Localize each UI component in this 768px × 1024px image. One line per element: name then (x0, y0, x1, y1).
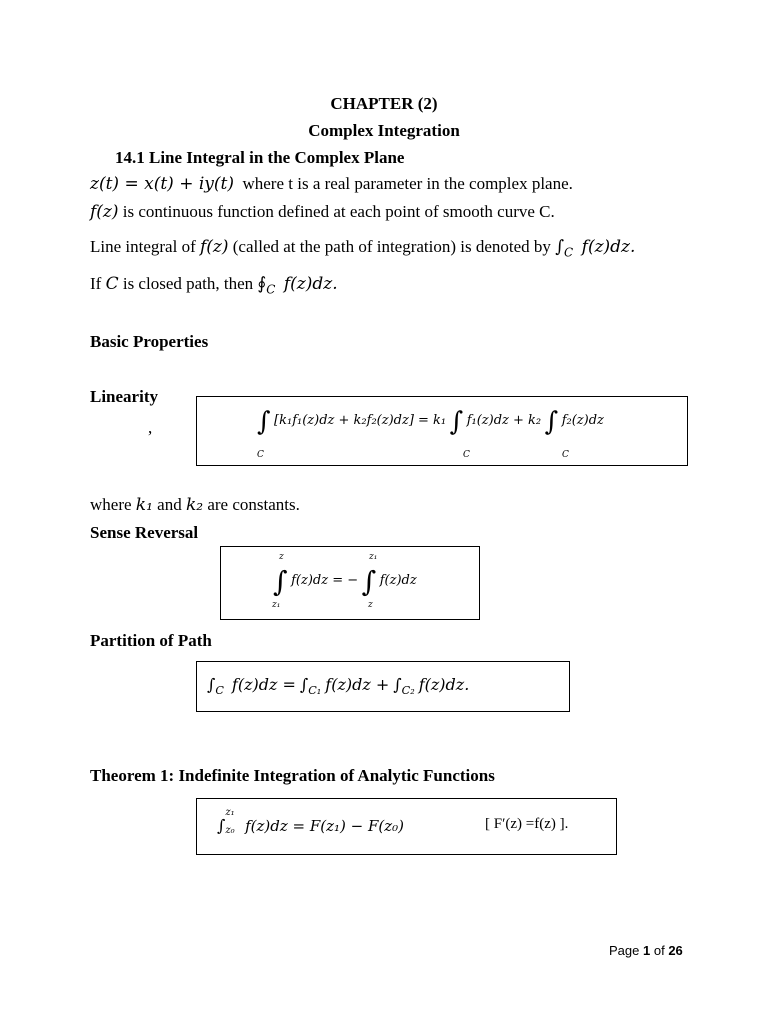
integral-symbol: ∫ (217, 816, 226, 835)
parametric-description: where t is a real parameter in the complex plane. (242, 174, 573, 193)
lower-limit: C (463, 450, 470, 460)
partition-formula (207, 675, 469, 697)
lower-limit: z₀ (225, 825, 235, 836)
lower-limit: C (257, 450, 264, 460)
sense-lhs: f(z)dz = − (291, 573, 359, 588)
closed-text: is closed path, then (122, 274, 254, 293)
section-heading: 14.1 Line Integral in the Complex Plane (115, 148, 405, 167)
parametric-line (90, 174, 573, 194)
theorem-formula (217, 807, 405, 836)
definition-integrand: f(z)dz. (581, 237, 636, 257)
theorem-box (196, 798, 617, 855)
subscript-c2: C₂ (401, 684, 415, 698)
sense-reversal-formula (273, 565, 417, 598)
constant-k2: k₂ (185, 495, 204, 515)
function-symbol: f(z) (90, 202, 119, 222)
integral-symbol: ∫ (257, 407, 271, 437)
integral-limits (225, 807, 241, 836)
chapter-title: Complex Integration (308, 121, 460, 140)
page-total: 26 (668, 943, 683, 958)
integral-symbol: ∫ (555, 237, 565, 257)
partition-box (196, 661, 570, 712)
chapter-heading: CHAPTER (2) (330, 94, 438, 113)
integral-symbol: ∫ (393, 675, 402, 694)
theorem-equation: f(z)dz = F(z₁) − F(z₀) (245, 817, 405, 835)
constants-and: and (157, 495, 182, 514)
definition-prefix: Line integral of (90, 237, 196, 256)
sense-rhs: f(z)dz (379, 573, 417, 588)
continuity-line (90, 202, 555, 222)
page-current: 1 (643, 943, 651, 958)
sense-reversal-box (220, 546, 480, 620)
contour-subscript: C (266, 282, 276, 297)
page-footer (609, 943, 683, 958)
sense-reversal-heading: Sense Reversal (90, 523, 199, 542)
closed-integrand: f(z)dz. (283, 274, 338, 294)
linearity-rhs: f₂(z)dz (561, 413, 604, 428)
continuity-description: is continuous function defined at each point of smooth curve C. (122, 202, 555, 221)
definition-text: (called at the path of integration) is denoted by (232, 237, 551, 256)
theorem-note: [ F′(z) =f(z) ]. (485, 816, 569, 832)
page-of: of (653, 943, 665, 958)
closed-curve-symbol: C (105, 274, 119, 294)
constants-suffix: are constants. (207, 495, 300, 514)
lower-limit: z₁ (272, 600, 281, 610)
constants-prefix: where (90, 495, 132, 514)
partition-rhs: f(z)dz. (418, 675, 470, 694)
integral-symbol: ∫ (299, 675, 309, 694)
integral-symbol: ∫ (544, 407, 559, 437)
lower-limit: z (368, 600, 373, 610)
parametric-equation: z(t) = x(t) + iy(t) (90, 174, 234, 194)
partition-lhs: f(z)dz = (231, 675, 296, 694)
lower-limit: C (562, 450, 569, 460)
integral-subscript: C (564, 245, 574, 260)
theorem-heading: Theorem 1: Indefinite Integration of Analytic Functions (90, 766, 495, 785)
upper-limit: z₁ (225, 807, 235, 818)
subscript-c: C (215, 684, 224, 698)
integral-symbol: ∫ (361, 565, 377, 598)
constants-note (90, 495, 300, 515)
closed-prefix: If (90, 274, 102, 293)
constant-k1: k₁ (135, 495, 153, 515)
linearity-lhs: [k₁f₁(z)dz + k₂f₂(z)dz] = k₁ (274, 413, 447, 428)
upper-limit: z (279, 552, 284, 562)
definition-function: f(z) (200, 237, 229, 257)
subscript-c1: C₁ (308, 684, 322, 698)
partition-heading: Partition of Path (90, 631, 212, 650)
contour-integral-symbol: ∮ (257, 274, 267, 294)
linearity-middle: f₁(z)dz + k₂ (466, 413, 542, 428)
integral-symbol: ∫ (207, 675, 216, 694)
closed-path-line (90, 274, 338, 296)
linearity-heading: Linearity (90, 387, 158, 406)
partition-middle: f(z)dz + (325, 675, 390, 694)
integral-symbol: ∫ (449, 407, 464, 437)
line-integral-definition (90, 237, 635, 259)
linearity-formula-box (196, 396, 688, 466)
stray-comma: , (148, 418, 153, 437)
linearity-formula (257, 407, 604, 437)
upper-limit: z₁ (369, 552, 378, 562)
integral-symbol: ∫ (273, 565, 288, 598)
page-label: Page (609, 943, 640, 958)
basic-properties-heading: Basic Properties (90, 332, 209, 351)
